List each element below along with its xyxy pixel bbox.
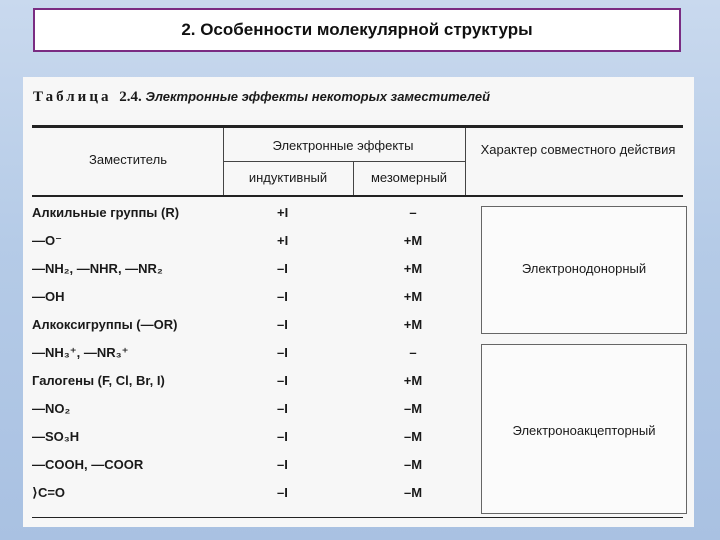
header-mesomeric: мезомерный <box>370 170 448 185</box>
mesomeric-cell: +M <box>403 373 423 388</box>
mesomeric-cell: +M <box>403 261 423 276</box>
table-row <box>23 284 493 310</box>
inductive-cell: –I <box>277 317 288 332</box>
inductive-cell: –I <box>277 401 288 416</box>
table-bottom-rule <box>32 517 683 518</box>
mesomeric-cell: –M <box>403 401 423 416</box>
header-effects: Электронные эффекты <box>272 138 414 153</box>
table-row <box>23 396 493 422</box>
table-row <box>23 480 493 506</box>
substituent-cell: —OH <box>32 289 65 304</box>
inductive-cell: +I <box>277 205 289 220</box>
substituent-cell: Алкильные группы (R) <box>32 205 180 220</box>
header-divider-2 <box>353 161 354 195</box>
mesomeric-cell: +M <box>403 233 423 248</box>
substituent-cell: —O⁻ <box>32 233 62 248</box>
caption-number: 2.4. <box>119 89 142 105</box>
mesomeric-cell: –M <box>403 429 423 444</box>
inductive-cell: –I <box>277 485 288 500</box>
table-row <box>23 256 493 282</box>
table-top-rule <box>32 125 683 128</box>
header-inductive: индуктивный <box>248 170 328 185</box>
table-row <box>23 368 493 394</box>
mesomeric-cell: +M <box>403 289 423 304</box>
inductive-cell: –I <box>277 345 288 360</box>
substituent-cell: —NH₂, —NHR, —NR₂ <box>32 261 163 276</box>
donor-character-label: Электронодонорный <box>521 261 647 276</box>
mesomeric-cell: – <box>409 345 417 360</box>
acceptor-character-label: Электроноакцепторный <box>512 423 656 438</box>
substituent-cell: Алкоксигруппы (—OR) <box>32 317 178 332</box>
header-divider-3 <box>465 128 466 195</box>
header-character: Характер совместного действия <box>480 142 676 157</box>
substituent-cell: —NO₂ <box>32 401 71 416</box>
mesomeric-cell: –M <box>403 485 423 500</box>
substituent-cell: Галогены (F, Cl, Br, I) <box>32 373 165 388</box>
caption-title: Электронные эффекты некоторых заместителей <box>145 89 491 104</box>
inductive-cell: –I <box>277 373 288 388</box>
substituent-cell: ⟩C=O <box>32 485 66 500</box>
inductive-cell: –I <box>277 457 288 472</box>
mesomeric-cell: +M <box>403 317 423 332</box>
donor-character-box <box>481 206 687 334</box>
substituent-cell: —COOH, —COOR <box>32 457 144 472</box>
acceptor-character-box <box>481 344 687 514</box>
table-row <box>23 200 493 226</box>
slide-title: 2. Особенности молекулярной структуры <box>181 20 533 39</box>
table-row <box>23 312 493 338</box>
table-row <box>23 424 493 450</box>
table-row <box>23 340 493 366</box>
header-subrule <box>223 161 465 162</box>
caption-lead: Таблица <box>33 89 112 105</box>
header-bottom-rule <box>32 195 683 197</box>
table-scan <box>23 77 694 527</box>
inductive-cell: –I <box>277 261 288 276</box>
inductive-cell: –I <box>277 429 288 444</box>
inductive-cell: +I <box>277 233 289 248</box>
mesomeric-cell: – <box>409 205 417 220</box>
table-row <box>23 452 493 478</box>
slide-title-box <box>33 8 681 52</box>
substituent-cell: —SO₃H <box>32 429 80 444</box>
table-row <box>23 228 493 254</box>
header-substituent: Заместитель <box>89 152 167 167</box>
inductive-cell: –I <box>277 289 288 304</box>
substituent-cell: —NH₃⁺, —NR₃⁺ <box>32 345 129 360</box>
table-caption <box>33 89 490 106</box>
mesomeric-cell: –M <box>403 457 423 472</box>
